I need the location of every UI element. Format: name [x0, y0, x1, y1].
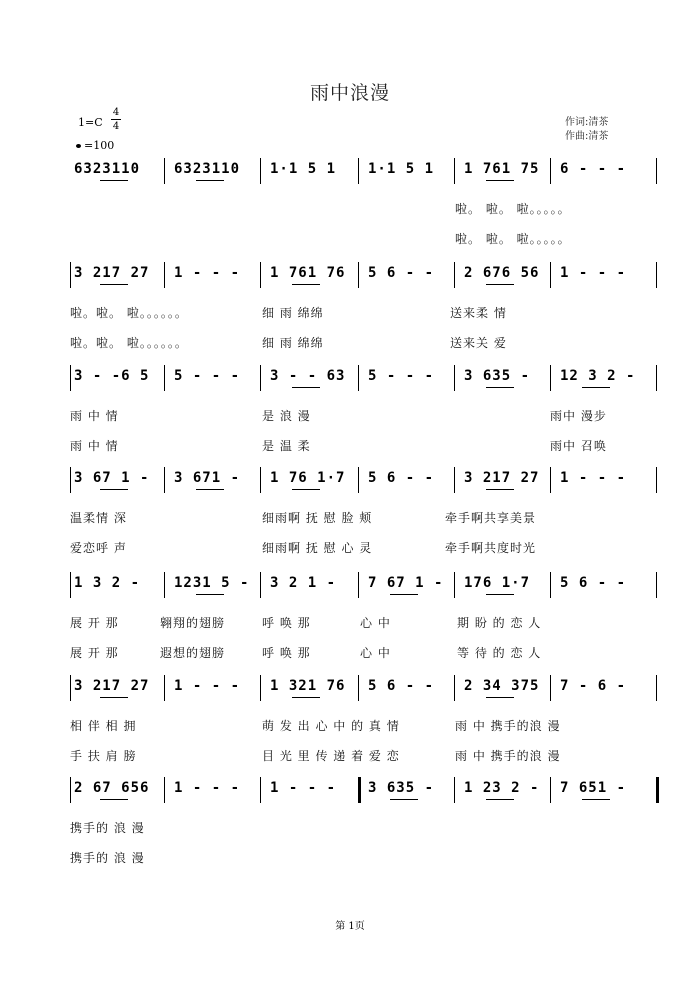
barline: [260, 158, 261, 184]
barline: [260, 365, 261, 391]
lyric-line-2: [70, 230, 660, 246]
lyric-line-1: [70, 304, 660, 320]
lyric-segment: 心 中: [360, 616, 391, 630]
lyric-segment: 细 雨 绵绵: [262, 336, 324, 350]
lyric-line-1: [70, 819, 660, 835]
lyric-line-2: [70, 849, 660, 865]
barline: [164, 365, 165, 391]
barline: [656, 777, 659, 803]
barline: [656, 467, 657, 493]
barline: [656, 158, 657, 184]
score-system: [70, 365, 660, 395]
measure-notes: 5 - - -: [174, 368, 241, 384]
measure-notes: 1 - - -: [560, 470, 627, 486]
barline: [550, 675, 551, 701]
beam-line: [100, 799, 128, 800]
beam-line: [100, 284, 128, 285]
lyric-segment: 是 浪 漫: [262, 409, 311, 423]
time-bottom: 4: [112, 121, 120, 132]
beam-line: [292, 284, 320, 285]
quarter-note-icon: [76, 144, 81, 148]
measure-notes: 1231 5 -: [174, 575, 250, 591]
lyric-segment: 呼 唤 那: [262, 646, 311, 660]
barline: [70, 467, 71, 493]
measure-notes: 1 - - -: [174, 780, 241, 796]
measure-notes: 5 6 - -: [560, 575, 627, 591]
lyric-segment: 爱恋呼 声: [70, 541, 127, 555]
barline: [550, 158, 551, 184]
measure-notes: 6 - - -: [560, 161, 627, 177]
lyric-line-1: [70, 200, 660, 216]
barline: [550, 365, 551, 391]
barline: [454, 467, 455, 493]
measure-notes: 1 3 2 -: [74, 575, 141, 591]
beam-line: [196, 180, 224, 181]
score-system: [70, 262, 660, 292]
lyric-segment: 温柔情 深: [70, 511, 127, 525]
lyric-line-2: [70, 539, 660, 555]
measure-notes: 3 671 -: [174, 470, 241, 486]
barline: [358, 675, 359, 701]
beam-line: [486, 697, 514, 698]
measure-notes: 2 34 375: [464, 678, 540, 694]
beam-line: [292, 387, 320, 388]
barline: [358, 572, 359, 598]
measure-notes: 176 1·7: [464, 575, 531, 591]
barline: [550, 572, 551, 598]
barline: [656, 572, 657, 598]
measure-notes: 5 6 - -: [368, 470, 435, 486]
barline: [164, 572, 165, 598]
lyric-line-2: [70, 334, 660, 350]
measure-notes: 3 217 27: [74, 678, 150, 694]
lyric-segment: 啦。 啦。 啦。。。。。: [455, 202, 571, 216]
lyric-line-2: [70, 644, 660, 660]
lyric-segment: 翱翔的翅膀: [160, 616, 226, 630]
measure-notes: 12 3 2 -: [560, 368, 636, 384]
page-number: 第 1页: [335, 921, 365, 932]
measure-notes: 1·1 5 1: [368, 161, 435, 177]
measure-notes: 6323110: [74, 161, 141, 177]
barline: [70, 572, 71, 598]
lyric-segment: 呼 唤 那: [262, 616, 311, 630]
time-signature: [110, 106, 122, 133]
lyric-segment: 手 扶 肩 膀: [70, 749, 137, 763]
beam-line: [486, 489, 514, 490]
barline: [358, 158, 359, 184]
lyric-segment: 携手的 浪 漫: [70, 851, 145, 865]
lyric-segment: 送来关 爱: [450, 336, 507, 350]
barline: [358, 777, 361, 803]
measure-notes: 1 76 1·7: [270, 470, 346, 486]
barline: [260, 777, 261, 803]
measure-notes: 1 761 75: [464, 161, 540, 177]
score-system: [70, 675, 660, 705]
barline: [164, 777, 165, 803]
lyric-line-1: [70, 614, 660, 630]
lyric-segment: 细雨啊 抚 慰 心 灵: [262, 541, 373, 555]
barline: [454, 572, 455, 598]
lyric-segment: 啦。啦。 啦。。。。。。: [70, 336, 188, 350]
barline: [164, 467, 165, 493]
barline: [70, 365, 71, 391]
measure-notes: 3 635 -: [368, 780, 435, 796]
lyric-line-1: [70, 509, 660, 525]
lyric-segment: 啦。 啦。 啦。。。。。: [455, 232, 571, 246]
measure-notes: 1 761 76: [270, 265, 346, 281]
beam-line: [486, 284, 514, 285]
barline: [358, 262, 359, 288]
beam-line: [100, 180, 128, 181]
measure-notes: 7 - 6 -: [560, 678, 627, 694]
beam-line: [100, 697, 128, 698]
lyric-segment: 萌 发 出 心 中 的 真 情: [262, 719, 400, 733]
measure-notes: 1 - - -: [174, 265, 241, 281]
measure-notes: 7 651 -: [560, 780, 627, 796]
lyric-segment: 细 雨 绵绵: [262, 306, 324, 320]
beam-line: [292, 489, 320, 490]
lyric-segment: 携手的 浪 漫: [70, 821, 145, 835]
lyric-segment: 等 待 的 恋 人: [457, 646, 542, 660]
lyric-segment: 送来柔 情: [450, 306, 507, 320]
barline: [260, 467, 261, 493]
beam-line: [486, 180, 514, 181]
lyric-segment: 是 温 柔: [262, 439, 311, 453]
lyric-segment: 目 光 里 传 递 着 爱 恋: [262, 749, 400, 763]
measure-notes: 3 217 27: [74, 265, 150, 281]
lyric-segment: 牵手啊共享美景: [445, 511, 537, 525]
barline: [656, 262, 657, 288]
measure-notes: 1 - - -: [560, 265, 627, 281]
lyric-segment: 雨 中 情: [70, 409, 119, 423]
beam-line: [486, 799, 514, 800]
beam-line: [196, 489, 224, 490]
barline: [656, 675, 657, 701]
barline: [260, 262, 261, 288]
measure-notes: 3 - -6 5: [74, 368, 150, 384]
lyric-segment: 展 开 那: [70, 616, 119, 630]
lyric-line-1: [70, 717, 660, 733]
composer-credit: 作曲:清茶: [565, 131, 609, 142]
lyric-segment: 雨 中 情: [70, 439, 119, 453]
beam-line: [582, 799, 610, 800]
barline: [260, 572, 261, 598]
lyric-line-1: [70, 407, 660, 423]
beam-line: [486, 387, 514, 388]
measure-notes: 1 23 2 -: [464, 780, 540, 796]
score-system: [70, 572, 660, 602]
beam-line: [100, 489, 128, 490]
barline: [550, 467, 551, 493]
measure-notes: 5 - - -: [368, 368, 435, 384]
lyric-segment: 遐想的翅膀: [160, 646, 226, 660]
barline: [164, 675, 165, 701]
lyric-line-2: [70, 747, 660, 763]
barline: [70, 675, 71, 701]
measure-notes: 3 217 27: [464, 470, 540, 486]
measure-notes: 5 6 - -: [368, 265, 435, 281]
measure-notes: 7 67 1 -: [368, 575, 444, 591]
barline: [550, 777, 551, 803]
barline: [358, 365, 359, 391]
measure-notes: 3 - - 63: [270, 368, 346, 384]
beam-line: [390, 799, 418, 800]
lyric-segment: 雨中 召唤: [550, 439, 607, 453]
lyric-line-2: [70, 437, 660, 453]
barline: [358, 467, 359, 493]
lyricist-credit: 作词:清茶: [565, 117, 609, 128]
lyric-segment: 牵手啊共度时光: [445, 541, 537, 555]
beam-line: [582, 387, 610, 388]
barline: [550, 262, 551, 288]
lyric-segment: 心 中: [360, 646, 391, 660]
measure-notes: 1·1 5 1: [270, 161, 337, 177]
score-system: [70, 158, 660, 188]
barline: [164, 158, 165, 184]
beam-line: [196, 594, 224, 595]
lyric-segment: 相 伴 相 拥: [70, 719, 137, 733]
barline: [454, 262, 455, 288]
score-system: [70, 777, 660, 807]
lyric-segment: 雨 中 携手的浪 漫: [455, 749, 561, 763]
lyric-segment: 展 开 那: [70, 646, 119, 660]
time-top: 4: [112, 107, 120, 118]
measure-notes: 3 2 1 -: [270, 575, 337, 591]
beam-line: [390, 594, 418, 595]
beam-line: [486, 594, 514, 595]
barline: [454, 777, 455, 803]
measure-notes: 2 67 656: [74, 780, 150, 796]
barline: [454, 365, 455, 391]
song-title: 雨中浪漫: [309, 82, 390, 104]
lyric-segment: 啦。啦。 啦。。。。。。: [70, 306, 188, 320]
measure-notes: 2 676 56: [464, 265, 540, 281]
measure-notes: 1 - - -: [174, 678, 241, 694]
barline: [656, 365, 657, 391]
measure-notes: 6323110: [174, 161, 241, 177]
tempo-mark: =100: [76, 139, 114, 152]
beam-line: [292, 697, 320, 698]
barline: [70, 262, 71, 288]
lyric-segment: 雨 中 携手的浪 漫: [455, 719, 561, 733]
key-signature: 1=C: [78, 116, 103, 129]
lyric-segment: 细雨啊 抚 慰 脸 颊: [262, 511, 373, 525]
measure-notes: 1 321 76: [270, 678, 346, 694]
barline: [454, 675, 455, 701]
barline: [164, 262, 165, 288]
score-system: [70, 467, 660, 497]
measure-notes: 1 - - -: [270, 780, 337, 796]
barline: [70, 777, 71, 803]
lyric-segment: 期 盼 的 恋 人: [457, 616, 542, 630]
barline: [260, 675, 261, 701]
measure-notes: 3 635 -: [464, 368, 531, 384]
measure-notes: 5 6 - -: [368, 678, 435, 694]
lyric-segment: 雨中 漫步: [550, 409, 607, 423]
measure-notes: 3 67 1 -: [74, 470, 150, 486]
barline: [454, 158, 455, 184]
